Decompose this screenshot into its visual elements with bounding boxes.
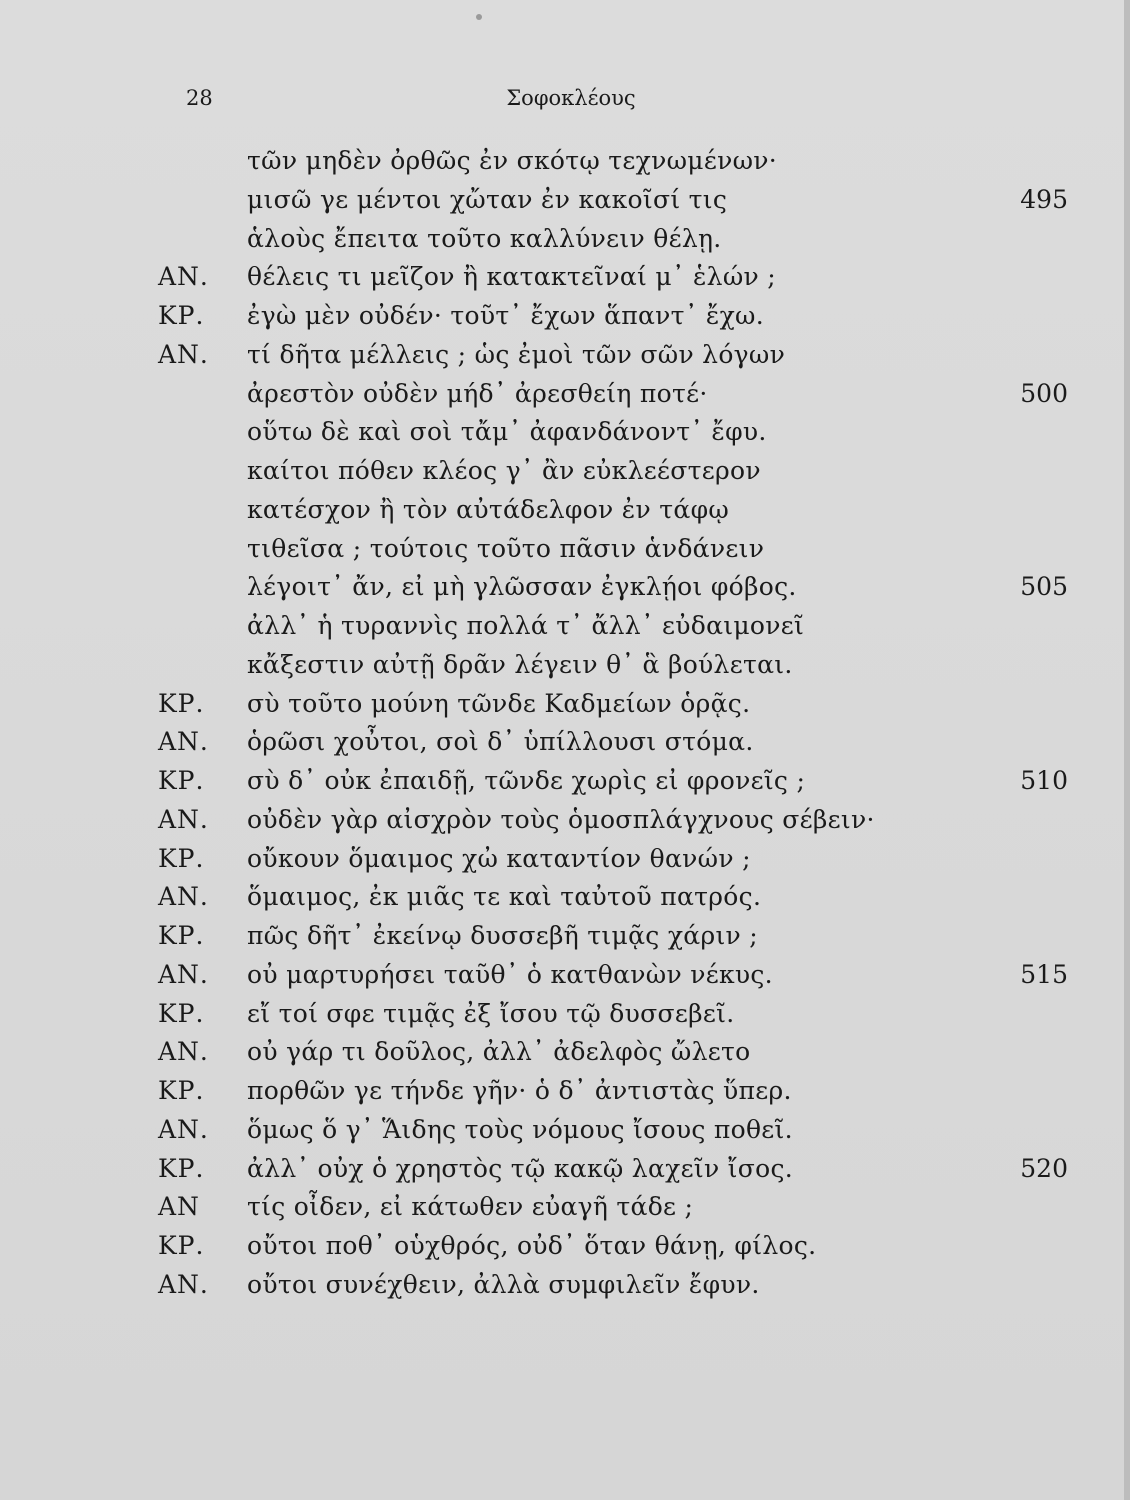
scan-speck: [476, 14, 482, 20]
verse-line: [0, 1266, 1130, 1305]
verse-line: [0, 646, 1130, 685]
verse-line: [0, 220, 1130, 259]
line-number: 520: [1020, 1153, 1068, 1183]
speaker-label: ΑΝ: [158, 1192, 200, 1222]
verse-text: ἀλλ᾽ οὐχ ὁ χρηστὸς τῷ κακῷ λαχεῖν ἴσος.: [247, 1153, 794, 1183]
speaker-label: ΑΝ.: [158, 959, 209, 989]
speaker-label: ΚΡ.: [158, 1076, 205, 1105]
verse-text: θέλεις τι μεῖζον ἢ κατακτεῖναί μ᾽ ἑλών ;: [247, 262, 776, 292]
verse-text: σὺ τοῦτο μούνη τῶνδε Καδμείων ὁρᾷς.: [247, 688, 751, 718]
page-edge: [1124, 0, 1130, 1500]
line-number: 495: [1020, 184, 1068, 214]
verse-line: [0, 762, 1130, 801]
speaker-label: ΚΡ.: [158, 766, 205, 795]
verse-line: [0, 452, 1130, 491]
verse-text: οὔτοι ποθ᾽ οὑχθρός, οὐδ᾽ ὅταν θάνῃ, φίλος.: [247, 1231, 817, 1260]
verse-line: [0, 1227, 1130, 1266]
verse-text: οὕτω δὲ καὶ σοὶ τἄμ᾽ ἀφανδάνοντ᾽ ἔφυ.: [247, 417, 767, 447]
page-header: [186, 86, 956, 122]
verse-line: [0, 1072, 1130, 1111]
verse-text: οὐ γάρ τι δοῦλος, ἀλλ᾽ ἀδελφὸς ὤλετο: [247, 1037, 751, 1067]
verse-line: [0, 917, 1130, 956]
speaker-label: ΑΝ.: [158, 1114, 209, 1144]
verse-text: ὅμαιμος, ἐκ μιᾶς τε καὶ ταὐτοῦ πατρός.: [247, 882, 762, 912]
verse-text: πορθῶν γε τήνδε γῆν· ὁ δ᾽ ἀντιστὰς ὕπερ.: [247, 1076, 792, 1105]
verse-line: [0, 878, 1130, 917]
speaker-label: ΑΝ.: [158, 262, 209, 292]
verse-line: [0, 956, 1130, 995]
speaker-label: ΑΝ.: [158, 1269, 209, 1299]
verse-text: μισῶ γε μέντοι χὤταν ἐν κακοῖσί τις: [247, 184, 728, 214]
verse-block: [0, 142, 1130, 1305]
line-number: 505: [1020, 572, 1068, 602]
speaker-label: ΚΡ.: [158, 1153, 205, 1183]
verse-line: [0, 491, 1130, 530]
verse-text: ὁρῶσι χοὖτοι, σοὶ δ᾽ ὑπίλλουσι στόμα.: [247, 727, 754, 757]
verse-line: [0, 840, 1130, 879]
verse-line: [0, 336, 1130, 375]
verse-text: πῶς δῆτ᾽ ἐκείνῳ δυσσεβῆ τιμᾷς χάριν ;: [247, 921, 759, 950]
verse-line: [0, 1111, 1130, 1150]
verse-text: οὔκουν ὅμαιμος χὠ καταντίον θανών ;: [247, 843, 751, 873]
verse-text: τί δῆτα μέλλεις ; ὡς ἐμοὶ τῶν σῶν λόγων: [247, 339, 786, 369]
speaker-label: ΑΝ.: [158, 1037, 209, 1067]
speaker-label: ΑΝ.: [158, 339, 209, 369]
verse-text: λέγοιτ᾽ ἄν, εἰ μὴ γλῶσσαν ἐγκλῄοι φόβος.: [247, 572, 797, 602]
line-number: 510: [1020, 766, 1068, 795]
speaker-label: ΑΝ.: [158, 727, 209, 757]
verse-line: [0, 258, 1130, 297]
verse-line: [0, 142, 1130, 181]
verse-line: [0, 607, 1130, 646]
verse-text: οὐ μαρτυρήσει ταῦθ᾽ ὁ κατθανὼν νέκυς.: [247, 959, 773, 989]
verse-text: σὺ δ᾽ οὐκ ἐπαιδῇ, τῶνδε χωρὶς εἰ φρονεῖς ;: [247, 766, 806, 795]
verse-text: ἐγὼ μὲν οὐδέν· τοῦτ᾽ ἔχων ἅπαντ᾽ ἔχω.: [247, 301, 764, 330]
verse-line: [0, 568, 1130, 607]
line-number: 515: [1020, 959, 1068, 989]
speaker-label: ΚΡ.: [158, 843, 205, 873]
speaker-label: ΑΝ.: [158, 804, 209, 834]
verse-text: ἀλλ᾽ ἡ τυραννὶς πολλά τ᾽ ἄλλ᾽ εὐδαιμονεῖ: [247, 611, 805, 640]
verse-text: οὔτοι συνέχθειν, ἀλλὰ συμφιλεῖν ἔφυν.: [247, 1269, 760, 1299]
speaker-label: ΚΡ.: [158, 921, 205, 950]
line-number: 500: [1020, 378, 1068, 408]
speaker-label: ΚΡ.: [158, 1231, 205, 1260]
verse-text: κατέσχον ἢ τὸν αὐτάδελφον ἐν τάφῳ: [247, 494, 730, 524]
page-number: 28: [186, 86, 213, 110]
verse-line: [0, 181, 1130, 220]
verse-line: [0, 375, 1130, 414]
verse-text: οὐδὲν γὰρ αἰσχρὸν τοὺς ὁμοσπλάγχνους σέβειν·: [247, 804, 875, 834]
verse-text: τῶν μηδὲν ὀρθῶς ἐν σκότῳ τεχνωμένων·: [247, 146, 778, 175]
verse-line: [0, 801, 1130, 840]
verse-text: ἀρεστὸν οὐδὲν μήδ᾽ ἀρεσθείη ποτέ·: [247, 378, 708, 408]
verse-line: [0, 1150, 1130, 1189]
verse-line: [0, 1188, 1130, 1227]
verse-line: [0, 723, 1130, 762]
speaker-label: ΚΡ.: [158, 301, 205, 330]
verse-text: τίς οἶδεν, εἰ κάτωθεν εὐαγῆ τάδε ;: [247, 1192, 694, 1222]
verse-text: καίτοι πόθεν κλέος γ᾽ ἂν εὐκλεέστερον: [247, 456, 761, 485]
verse-text: ὅμως ὅ γ᾽ Ἅιδης τοὺς νόμους ἴσους ποθεῖ.: [247, 1114, 793, 1144]
speaker-label: ΚΡ.: [158, 998, 205, 1028]
verse-text: εἴ τοί σφε τιμᾷς ἐξ ἴσου τῷ δυσσεβεῖ.: [247, 998, 735, 1028]
verse-line: [0, 297, 1130, 336]
running-title: Σοφοκλέους: [506, 86, 636, 110]
verse-text: τιθεῖσα ; τούτοις τοῦτο πᾶσιν ἁνδάνειν: [247, 533, 765, 563]
verse-text: ἁλοὺς ἔπειτα τοῦτο καλλύνειν θέλῃ.: [247, 223, 722, 253]
verse-line: [0, 1033, 1130, 1072]
verse-line: [0, 530, 1130, 569]
verse-text: κἄξεστιν αὐτῇ δρᾶν λέγειν θ᾽ ἃ βούλεται.: [247, 649, 793, 679]
speaker-label: ΚΡ.: [158, 688, 205, 718]
verse-line: [0, 413, 1130, 452]
verse-line: [0, 995, 1130, 1034]
verse-line: [0, 685, 1130, 724]
speaker-label: ΑΝ.: [158, 882, 209, 912]
